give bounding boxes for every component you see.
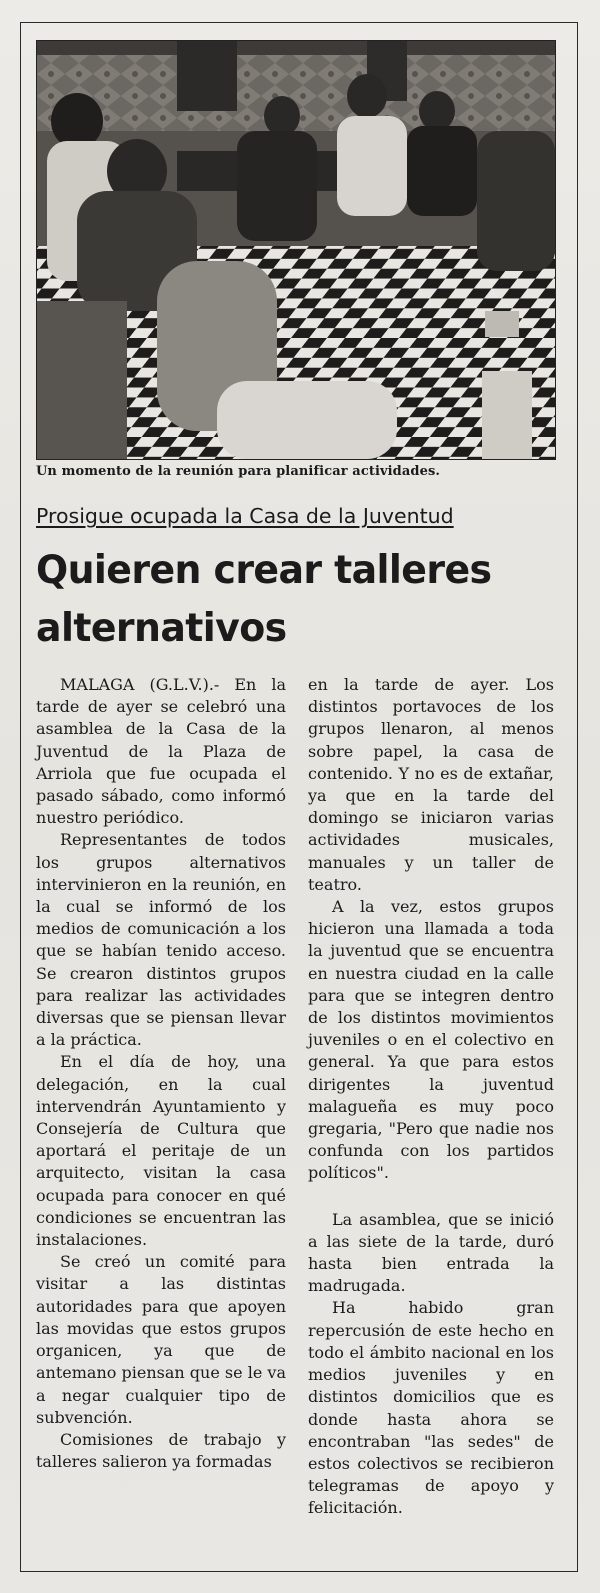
paragraph: La asamblea, que se inició a las siete de la tarde, duró hasta bien entrada la madrugada. xyxy=(308,1209,554,1296)
paragraph: En el día de hoy, una delegación, en la cual intervendrán Ayuntamiento y Consejería de Cultura que aportará el peritaje de un arquitecto, visitan la casa ocupada para conocer en qué condiciones se encuentran las instalaciones. xyxy=(36,1052,286,1250)
article-column-2 xyxy=(308,674,554,1520)
meeting-photo xyxy=(36,40,556,460)
paragraph: MALAGA (G.L.V.).- En la tarde de ayer se celebró una asamblea de la Casa de la Juventud de la Plaza de Arriola que fue ocupada el pasado sábado, como informó nuestro periódico. xyxy=(36,675,286,828)
paragraph: Ha habido gran repercusión de este hecho en todo el ámbito nacional en los medios juveniles y en distintos domicilios que es donde hasta ahora se encontraban "las sedes" de estos colectivos se recibieron telegramas de apoyo y felicitación. xyxy=(308,1298,554,1518)
paragraph: Representantes de todos los grupos alternativos intervinieron en la reunión, en la cual se informó de los medios de comunicación a los que se habían tenido acceso. Se crearon distintos grupos para realizar las actividades diversas que se piensan llevar a la práctica. xyxy=(36,830,286,1050)
photo-caption: Un momento de la reunión para planificar actividades. xyxy=(36,464,440,479)
paragraph: en la tarde de ayer. Los distintos portavoces de los grupos llenaron, al menos sobre papel, la casa de contenido. Y no es de extañar, ya que en la tarde del domingo se iniciaron varias actividades musicales, manuales y un taller de teatro. xyxy=(308,675,554,894)
article-kicker: Prosigue ocupada la Casa de la Juventud xyxy=(36,504,454,528)
meeting-photo-image xyxy=(37,41,555,459)
paragraph: A la vez, estos grupos hicieron una llamada a toda la juventud que se encuentra en nuestra ciudad en la calle para que se integren dentro de los distintos movimientos juveniles o en el colectivo en general. Ya que para estos dirigentes la juventud malagueña es muy poco gregaria, "Pero que nadie nos confunda con los partidos políticos". xyxy=(308,897,554,1183)
paragraph: Se creó un comité para visitar a las distintas autoridades para que apoyen las movidas que estos grupos organicen, ya que de antemano piensan que se le va a negar cualquier tipo de subvención. xyxy=(36,1252,286,1427)
article-column-1 xyxy=(36,674,286,1473)
article-headline: Quieren crear talleres alternativos xyxy=(36,548,492,651)
paragraph: Comisiones de trabajo y talleres salieron ya formadas xyxy=(36,1429,286,1472)
